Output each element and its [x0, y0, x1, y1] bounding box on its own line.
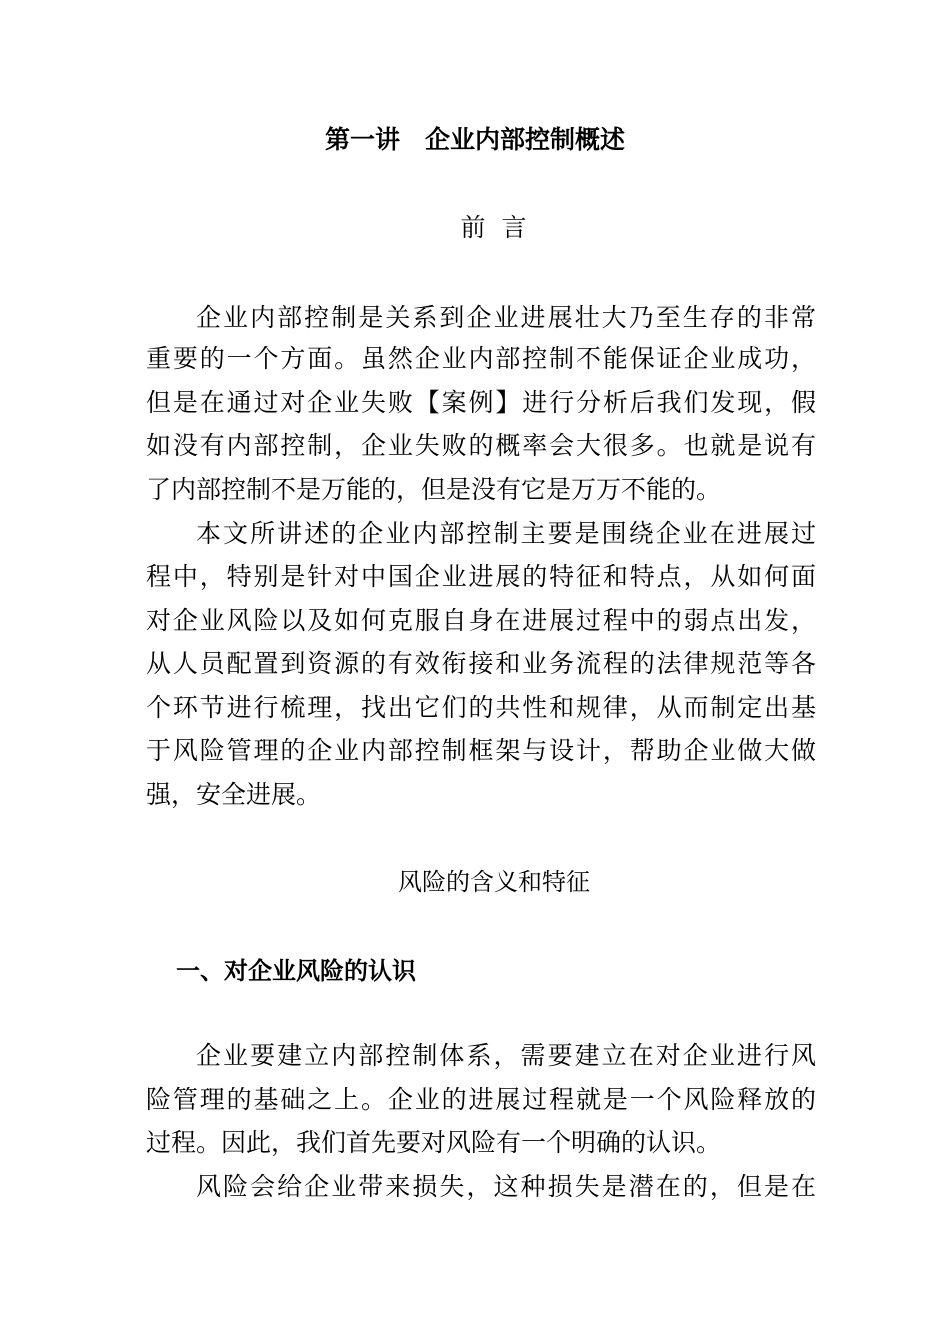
paragraph-2-line-3: 对企业风险以及如何克服自身在进展过程中的弱点出发，	[146, 606, 816, 635]
paragraph-4-line-1: 风险会给企业带来损失，这种损失是潜在的，但是在	[196, 1172, 816, 1201]
paragraph-2-line-7: 强，安全进展。	[146, 780, 322, 809]
section-heading: 一、对企业风险的认识	[176, 957, 416, 985]
paragraph-3-line-1: 企业要建立内部控制体系，需要建立在对企业进行风	[196, 1041, 816, 1070]
paragraph-1-line-2: 重要的一个方面。虽然企业内部控制不能保证企业成功，	[146, 344, 816, 373]
paragraph-2-line-4: 从人员配置到资源的有效衔接和业务流程的法律规范等各	[146, 649, 816, 678]
page-title: 第一讲 企业内部控制概述	[324, 125, 625, 154]
paragraph-1-line-3: 但是在通过对企业失败【案例】进行分析后我们发现，假	[146, 388, 816, 417]
paragraph-3-line-3: 过程。因此，我们首先要对风险有一个明确的认识。	[146, 1128, 722, 1157]
paragraph-2-line-1: 本文所讲述的企业内部控制主要是围绕企业在进展过	[196, 519, 816, 548]
paragraph-3-line-2: 险管理的基础之上。企业的进展过程就是一个风险释放的	[146, 1085, 816, 1114]
paragraph-2-line-5: 个环节进行梳理，找出它们的共性和规律，从而制定出基	[146, 693, 816, 722]
paragraph-1-line-5: 了内部控制不是万能的，但是没有它是万万不能的。	[146, 475, 722, 504]
preface-heading: 前 言	[460, 213, 527, 242]
paragraph-2-line-2: 程中，特别是针对中国企业进展的特征和特点，从如何面	[146, 562, 816, 591]
paragraph-2-line-6: 于风险管理的企业内部控制框架与设计，帮助企业做大做	[146, 736, 816, 765]
paragraph-1-line-1: 企业内部控制是关系到企业进展壮大乃至生存的非常	[196, 303, 816, 332]
paragraph-1-line-4: 如没有内部控制，企业失败的概率会大很多。也就是说有	[146, 431, 816, 460]
section-title: 风险的含义和特征	[398, 868, 590, 896]
